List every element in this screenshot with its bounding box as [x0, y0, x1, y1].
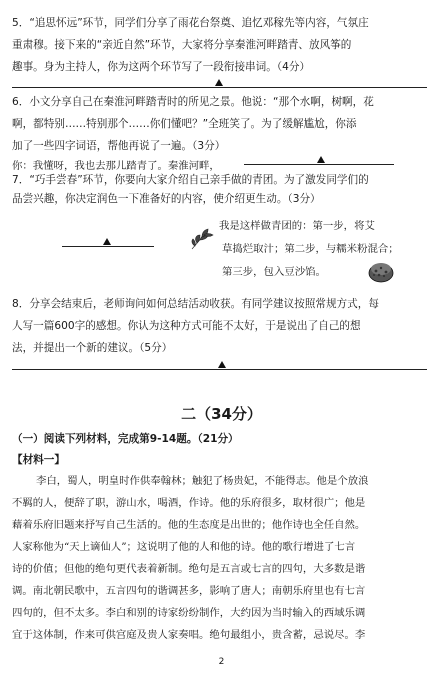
q6-answer-line[interactable]	[244, 164, 394, 165]
q7-line-1: 7．“巧手尝春”环节，你要向大家介绍自己亲手做的青团。为了激发同学们的	[12, 174, 369, 186]
passage-line: 人家称他为“天上谪仙人”；这说明了他的人和他的诗。他的歌行增进了七言	[12, 541, 356, 553]
passage-line: 不羁的人，便辞了职，游山水，喝酒，作诗。他的乐府很多，取材很广；他是	[12, 497, 366, 509]
q7-sample-line-3: 第三步，包入豆沙馅。	[222, 266, 326, 278]
material-heading: 【材料一】	[12, 454, 65, 466]
q7-line-2: 品尝兴趣，你决定润色一下准备好的内容，使介绍更生动。（3分）	[12, 193, 321, 205]
q5-answer-line[interactable]	[12, 87, 427, 88]
q6-line-3: 加了一些四字词语，帮他再说了一遍。（3分）	[12, 140, 226, 152]
q8-line-2: 人写一篇600字的感想。你认为这种方式可能不太好，于是说出了自己的想	[12, 320, 361, 332]
q7-answer-line[interactable]	[62, 246, 154, 247]
q8-line-1: 8．分享会结束后，老师询问如何总结活动收获。有同学建议按照常规方式，每	[12, 298, 379, 310]
qingtuan-icon	[367, 259, 395, 283]
passage-line: 藉着乐府旧题来抒写自己生活的。他的生态度是出世的；他作诗也全任自然。	[12, 519, 366, 531]
q6-line-2: 啊，都特别……特别那个……你们懂吧？”全班笑了。为了缓解尴尬，你添	[12, 118, 357, 130]
passage-line: 调。南北朝民歌中，五言四句的谐调甚多，影响了唐人；南朝乐府里也有七言	[12, 585, 366, 597]
answer-marker-icon	[103, 238, 111, 245]
q5-line-2: 重肃穆。接下来的“亲近自然”环节，大家将分享秦淮河畔踏青、放风筝的	[12, 39, 352, 51]
answer-marker-icon	[317, 156, 325, 163]
passage-line: 李白，蜀人，明皇时作供奉翰林；触犯了杨贵妃，不能得志。他是个放浪	[36, 475, 369, 487]
sprig-icon	[188, 225, 216, 253]
passage-line: 宜于这体制，作来可供宫庭及贵人家奏唱。绝句最组小，贵含蓄，忌说尽。李	[12, 629, 366, 641]
q5-line-1: 5．“追思怀远”环节，同学们分享了雨花台祭奠、追忆邓稼先等内容，气氛庄	[12, 17, 369, 29]
answer-marker-icon	[218, 361, 226, 368]
page-number: 2	[218, 657, 225, 667]
q5-line-3: 趣事。身为主持人，你为这两个环节写了一段衔接串词。（4分）	[12, 61, 311, 73]
answer-marker-icon	[215, 79, 223, 86]
q8-answer-line[interactable]	[12, 369, 427, 370]
part-instruction: （一）阅读下列材料，完成第9-14题。（21分）	[12, 433, 239, 445]
q6-answer-prompt: 你：我懂呀，我也去那儿踏青了。秦淮河畔，	[12, 160, 220, 172]
q6-line-1: 6．小文分享自己在秦淮河畔踏青时的所见之景。他说：“那个水啊，树啊，花	[12, 96, 374, 108]
q7-sample-line-1: 我是这样做青团的：第一步，将艾	[219, 220, 375, 232]
q7-sample-line-2: 草捣烂取汁；第二步，与糯米粉混合；	[222, 243, 399, 255]
section-title: 二（34分）	[181, 405, 262, 423]
q8-line-3: 法，并提出一个新的建议。（5分）	[12, 342, 173, 354]
passage-line: 诗的价值；但他的绝句更代表着新制。绝句是五言或七言的四句，大多数是谐	[12, 563, 366, 575]
passage-line: 四句的，但不太多。李白和别的诗家纷纷制作，大约因为当时输入的西域乐调	[12, 607, 366, 619]
